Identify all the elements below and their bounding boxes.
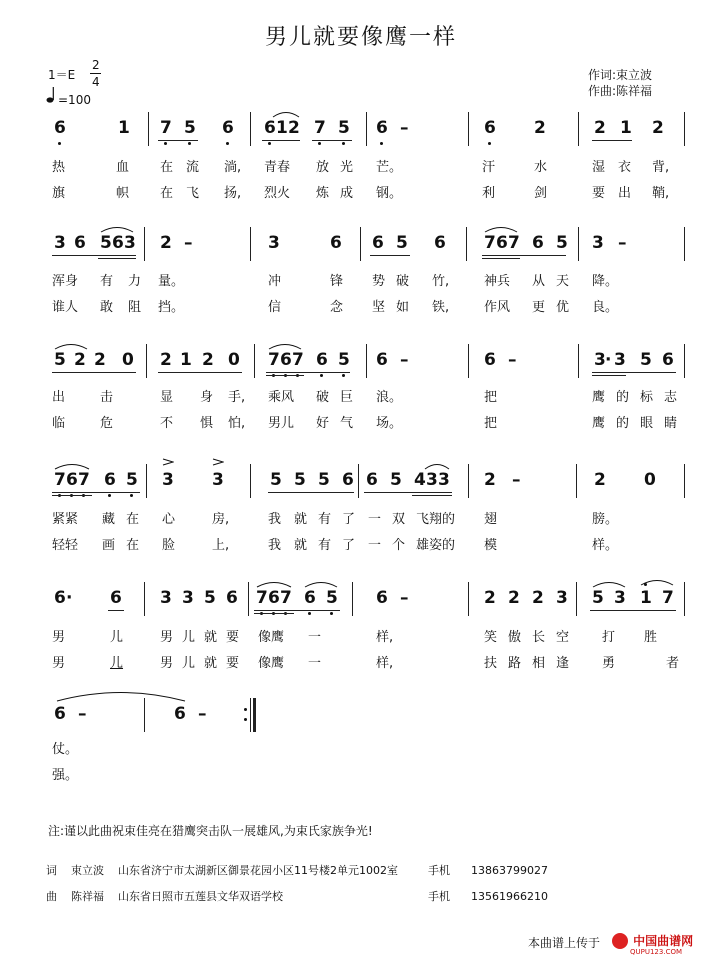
octave-dot [318,142,321,145]
barline [146,464,147,498]
slur [640,578,674,586]
underline [266,375,304,376]
underline [312,140,352,141]
underline [52,255,136,256]
lyrics-row-2-verse-2: 谁人 敢 阻 挡。 信 念 坚 如 铁, 作风 更 优 良。 [52,300,619,315]
note: 6 [54,704,66,724]
note: 6 [484,350,496,370]
note: 2 [508,588,520,608]
lyrics-row-1-verse-1: 热 血 在 流 淌, 青春 放 光 芒。 汗 水 湿 衣 背, [52,160,670,175]
note-dash: – [512,470,521,490]
barline [144,698,145,732]
note: 3 [614,588,626,608]
octave-dot [58,142,61,145]
note-dash: – [400,350,409,370]
note: 6 [330,233,342,253]
note: 5 [100,233,112,253]
underline [268,492,354,493]
note: 6 [66,470,78,490]
note: 2 [160,350,172,370]
note: 6 [110,588,122,608]
octave-dot [342,142,345,145]
note: 5 [126,470,138,490]
note: 3 [160,588,172,608]
barline [468,112,469,146]
note: 7 [78,470,90,490]
underline [266,372,350,373]
barline [576,582,577,616]
note: 6 [376,118,388,138]
note-dot: · [66,588,73,608]
repeat-dot [244,708,247,711]
note-dash: – [184,233,193,253]
underline [412,495,452,496]
note: 5 [338,350,350,370]
composer-credit: 作曲:陈祥福 [588,84,653,98]
note: 6 [304,588,316,608]
lyrics-row-4-verse-1: 紧紧 藏 在 心 房, 我 就 有 了 一 双 飞翔的 翅 膀。 [52,512,619,527]
underline [108,610,124,611]
accent-icon [162,458,174,466]
note: 3 [614,350,626,370]
barline [250,464,251,498]
lyrics-row-5-verse-2: 男 儿 男 儿 就 要 像鹰 一 样, 扶 路 相 逢 勇 者 [52,656,680,671]
credit-composer: 曲 陈祥福 山东省日照市五莲县文华双语学校 [46,890,283,903]
repeat-dot [244,718,247,721]
barline [578,344,579,378]
barline [358,464,359,498]
note: 6 [376,350,388,370]
note: 2 [484,470,496,490]
barline [360,227,361,261]
underline [590,610,676,611]
barline [248,582,249,616]
octave-dot [188,142,191,145]
note: 3 [124,233,136,253]
barline [576,464,577,498]
underline [592,375,626,376]
barline [684,112,685,146]
barline [468,464,469,498]
note: 6 [532,233,544,253]
note: 6 [112,233,124,253]
octave-dot [342,374,345,377]
note: 1 [118,118,130,138]
lyrics-row-5-verse-1: 男 儿 男 儿 就 要 像鹰 一 样, 笑 傲 长 空 打 胜 [52,630,658,645]
slur [268,342,302,350]
notation-row-2 [48,233,688,261]
note: 5 [204,588,216,608]
underline [52,492,140,493]
note: 2 [484,588,496,608]
note: 5 [294,470,306,490]
note: 2 [534,118,546,138]
note: 3 [54,233,66,253]
note: 2 [288,118,300,138]
lyrics-row-2-verse-1: 浑身 有 力 量。 冲 锋 势 破 竹, 神兵 从 天 降。 [52,274,619,289]
note: 6 [222,118,234,138]
note: 0 [644,470,656,490]
note: 5 [556,233,568,253]
note: 6 [264,118,276,138]
quarter-note-icon [46,86,58,108]
lyrics-row-3-verse-2: 临 危 不 惧 怕, 男儿 好 气 场。 把 鹰 的 眼 睛 [52,416,678,431]
underline [52,495,92,496]
note: 3 [556,588,568,608]
underline [158,372,242,373]
notation-row-4 [48,470,688,498]
note: 2 [652,118,664,138]
underline [262,140,300,141]
note-dash: – [400,588,409,608]
note-dash: – [508,350,517,370]
barline [578,227,579,261]
note: 3 [162,470,174,490]
octave-dot [308,612,311,615]
underline [98,258,136,259]
slur [272,110,300,118]
note-dash: – [618,233,627,253]
barline [466,227,467,261]
note: 6 [342,470,354,490]
note: 5 [270,470,282,490]
note: 1 [640,588,652,608]
lyrics-row-4-verse-2: 轻轻 画 在 脸 上, 我 就 有 了 一 个 雄姿的 模 样。 [52,538,619,553]
underline [158,140,198,141]
note: 6 [434,233,446,253]
barline [468,582,469,616]
notation-row-1 [48,118,688,146]
lyrics-row-6-verse-1: 仗。 [52,742,79,757]
note: 5 [326,588,338,608]
note: 7 [160,118,172,138]
underline [370,255,410,256]
slur [304,580,338,588]
slur [256,580,292,588]
barline [366,344,367,378]
note: 5 [396,233,408,253]
underline [52,372,136,373]
note: 3 [212,470,224,490]
note: 3 [268,233,280,253]
barline [684,464,685,498]
slur [424,462,450,470]
time-sig-numerator: 2 [92,58,100,72]
key-signature: 1＝E [48,68,76,82]
barline [254,344,255,378]
barline [144,582,145,616]
note: 5 [390,470,402,490]
barline [352,582,353,616]
note: 6 [174,704,186,724]
octave-dot [164,142,167,145]
note-dash: – [78,704,87,724]
slur [100,225,134,233]
time-sig-line [90,73,101,74]
note: 7 [292,350,304,370]
note: 6 [376,588,388,608]
note: 5 [54,350,66,370]
underline [592,372,676,373]
note: 2 [532,588,544,608]
note-dash: – [198,704,207,724]
note: 5 [592,588,604,608]
barline [250,227,251,261]
barline [366,112,367,146]
credit-lyricist: 词 束立波 山东省济宁市太湖新区御景花园小区11号楼2单元1002室 [46,864,398,877]
notation-row-5 [48,588,688,616]
note: 2 [94,350,106,370]
final-barline-thick [253,698,256,732]
page-title: 男儿就要像鹰一样 [264,25,457,50]
octave-dot [380,142,383,145]
credit-composer-phone: 手机 13561966210 [428,890,548,903]
note: 7 [268,350,280,370]
notation-row-3 [48,350,688,378]
barline [146,344,147,378]
barline [148,112,149,146]
barline [144,227,145,261]
note: 6 [496,233,508,253]
underline [482,255,566,256]
note: 3 [182,588,194,608]
octave-dot [268,142,271,145]
note: 3 [438,470,450,490]
note: 6 [662,350,674,370]
note: 5 [184,118,196,138]
note: 4 [414,470,426,490]
note: 0 [122,350,134,370]
note-dash: – [400,118,409,138]
underline [482,258,520,259]
accent-icon [212,458,224,466]
note: 3 [592,233,604,253]
underline [254,610,340,611]
note: 2 [594,118,606,138]
underline [364,492,452,493]
note: 5 [338,118,350,138]
note: 6 [104,470,116,490]
barline [684,227,685,261]
note: 7 [314,118,326,138]
note: 2 [160,233,172,253]
note: 6 [54,118,66,138]
octave-dot [226,142,229,145]
note: 5 [640,350,652,370]
note-dot: · [605,350,612,370]
note: 6 [366,470,378,490]
lyrics-row-6-verse-2: 强。 [52,768,79,783]
slur [54,342,88,350]
note: 6 [268,588,280,608]
octave-dot [330,612,333,615]
note: 0 [228,350,240,370]
note: 6 [484,118,496,138]
site-logo[interactable]: 中国曲谱网 QUPU123.COM [612,930,693,956]
note: 5 [318,470,330,490]
note: 3 [594,350,606,370]
note: 7 [662,588,674,608]
slur [484,225,518,233]
dedication-note: 注:谨以此曲祝束佳亮在猎鹰突击队一展雄风,为束氏家族争光! [48,824,373,838]
note: 7 [484,233,496,253]
lyricist-credit: 作词:束立波 [588,68,653,82]
octave-dot [320,374,323,377]
note: 7 [54,470,66,490]
octave-dot [108,494,111,497]
note: 6 [226,588,238,608]
note: 1 [276,118,288,138]
barline [468,344,469,378]
note: 2 [594,470,606,490]
note: 6 [54,588,66,608]
time-sig-denominator: 4 [92,75,100,89]
upload-note: 本曲谱上传于 [528,936,601,950]
barline [684,344,685,378]
slur [592,580,626,588]
note: 6 [316,350,328,370]
slur [56,690,186,702]
final-barline-thin [250,698,251,732]
underline [592,140,632,141]
notation-row-6 [48,704,688,732]
barline [250,112,251,146]
note: 2 [74,350,86,370]
note: 7 [508,233,520,253]
note: 1 [180,350,192,370]
lyrics-row-3-verse-1: 出 击 显 身 手, 乘风 破 巨 浪。 把 鹰 的 标 志 [52,390,678,405]
slur [54,462,90,470]
octave-dot [130,494,133,497]
note: 3 [426,470,438,490]
barline [684,582,685,616]
note: 6 [280,350,292,370]
note: 7 [280,588,292,608]
barline [578,112,579,146]
octave-dot [488,142,491,145]
tempo-marking: =100 [58,93,91,107]
underline [254,613,294,614]
note: 1 [620,118,632,138]
lyrics-row-1-verse-2: 旗 帜 在 飞 扬, 烈火 炼 成 钢。 利 剑 要 出 鞘, [52,186,670,201]
credit-lyricist-phone: 手机 13863799027 [428,864,548,877]
logo-icon [612,933,628,949]
note: 6 [372,233,384,253]
note: 2 [202,350,214,370]
note: 6 [74,233,86,253]
note: 7 [256,588,268,608]
